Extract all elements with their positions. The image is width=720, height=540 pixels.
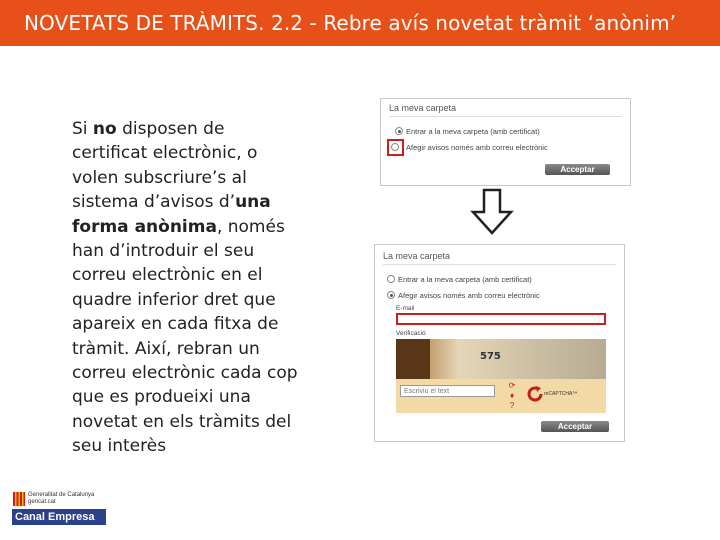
panel-heading: La meva carpeta [389,103,457,113]
radio-certificate[interactable] [387,275,395,283]
body-text-part: , només han d’introduir el seu correu electrònic en el quadre inferior dret que apareix en cada fitxa de tràmit. Així, rebran un correu electrònic cada cop que es produeixi una novetat en els tràmits del seu interès [72,216,298,457]
accept-button[interactable]: Acceptar [541,421,609,432]
audio-icon[interactable]: ♦ [509,391,515,400]
body-text-bold: no [92,119,117,139]
radio-email-only[interactable] [391,143,399,151]
option-email-label: Afegir avisos només amb correu electrònic [406,143,548,152]
canal-empresa-brand: Canal Empresa [12,509,106,525]
generalitat-line1: Generalitat de Catalunya [28,492,95,498]
title-bar [0,0,720,46]
captcha-image [396,339,606,379]
down-arrow-icon [470,188,514,236]
option-email-label: Afegir avisos només amb correu electrònic [398,291,540,300]
divider [389,116,622,117]
body-text-bold: una forma anònima [72,192,271,237]
refresh-icon[interactable]: ⟳ [508,381,516,390]
verification-label: Verificació [396,330,426,337]
captcha-icon-group [507,382,519,412]
accept-button[interactable]: Acceptar [545,164,610,175]
option-certificate-label: Entrar a la meva carpeta (amb certificat) [398,275,532,284]
panel-heading: La meva carpeta [383,251,451,261]
slide-title: NOVETATS DE TRÀMITS. 2.2 - Rebre avís novetat tràmit ‘anònim’ [24,11,677,35]
captcha-input[interactable]: Escriviu el text [400,385,495,397]
body-text-part: Si [72,119,93,139]
folder-panel-large [374,244,625,442]
recaptcha-logo-icon [526,385,544,403]
divider [383,264,616,265]
captcha-image-shade [396,339,430,379]
email-label: E-mail [396,305,415,312]
option-certificate-label: Entrar a la meva carpeta (amb certificat) [406,127,540,136]
recaptcha-brand: reCAPTCHA™ [544,391,578,397]
generalitat-flag-icon [13,492,25,506]
body-text [72,117,302,459]
email-field[interactable] [396,313,606,325]
radio-email-only[interactable] [387,291,395,299]
captcha-number: 575 [480,351,501,362]
generalitat-line2: gencat.cat [28,499,56,505]
generalitat-name [28,492,94,506]
folder-panel-small [380,98,631,186]
body-text-part: disposen de certificat electrònic, o volen subscriure’s al sistema d’avisos d’ [72,119,258,213]
radio-certificate[interactable] [395,127,403,135]
captcha-controls [396,379,606,413]
help-icon[interactable]: ? [509,401,515,410]
